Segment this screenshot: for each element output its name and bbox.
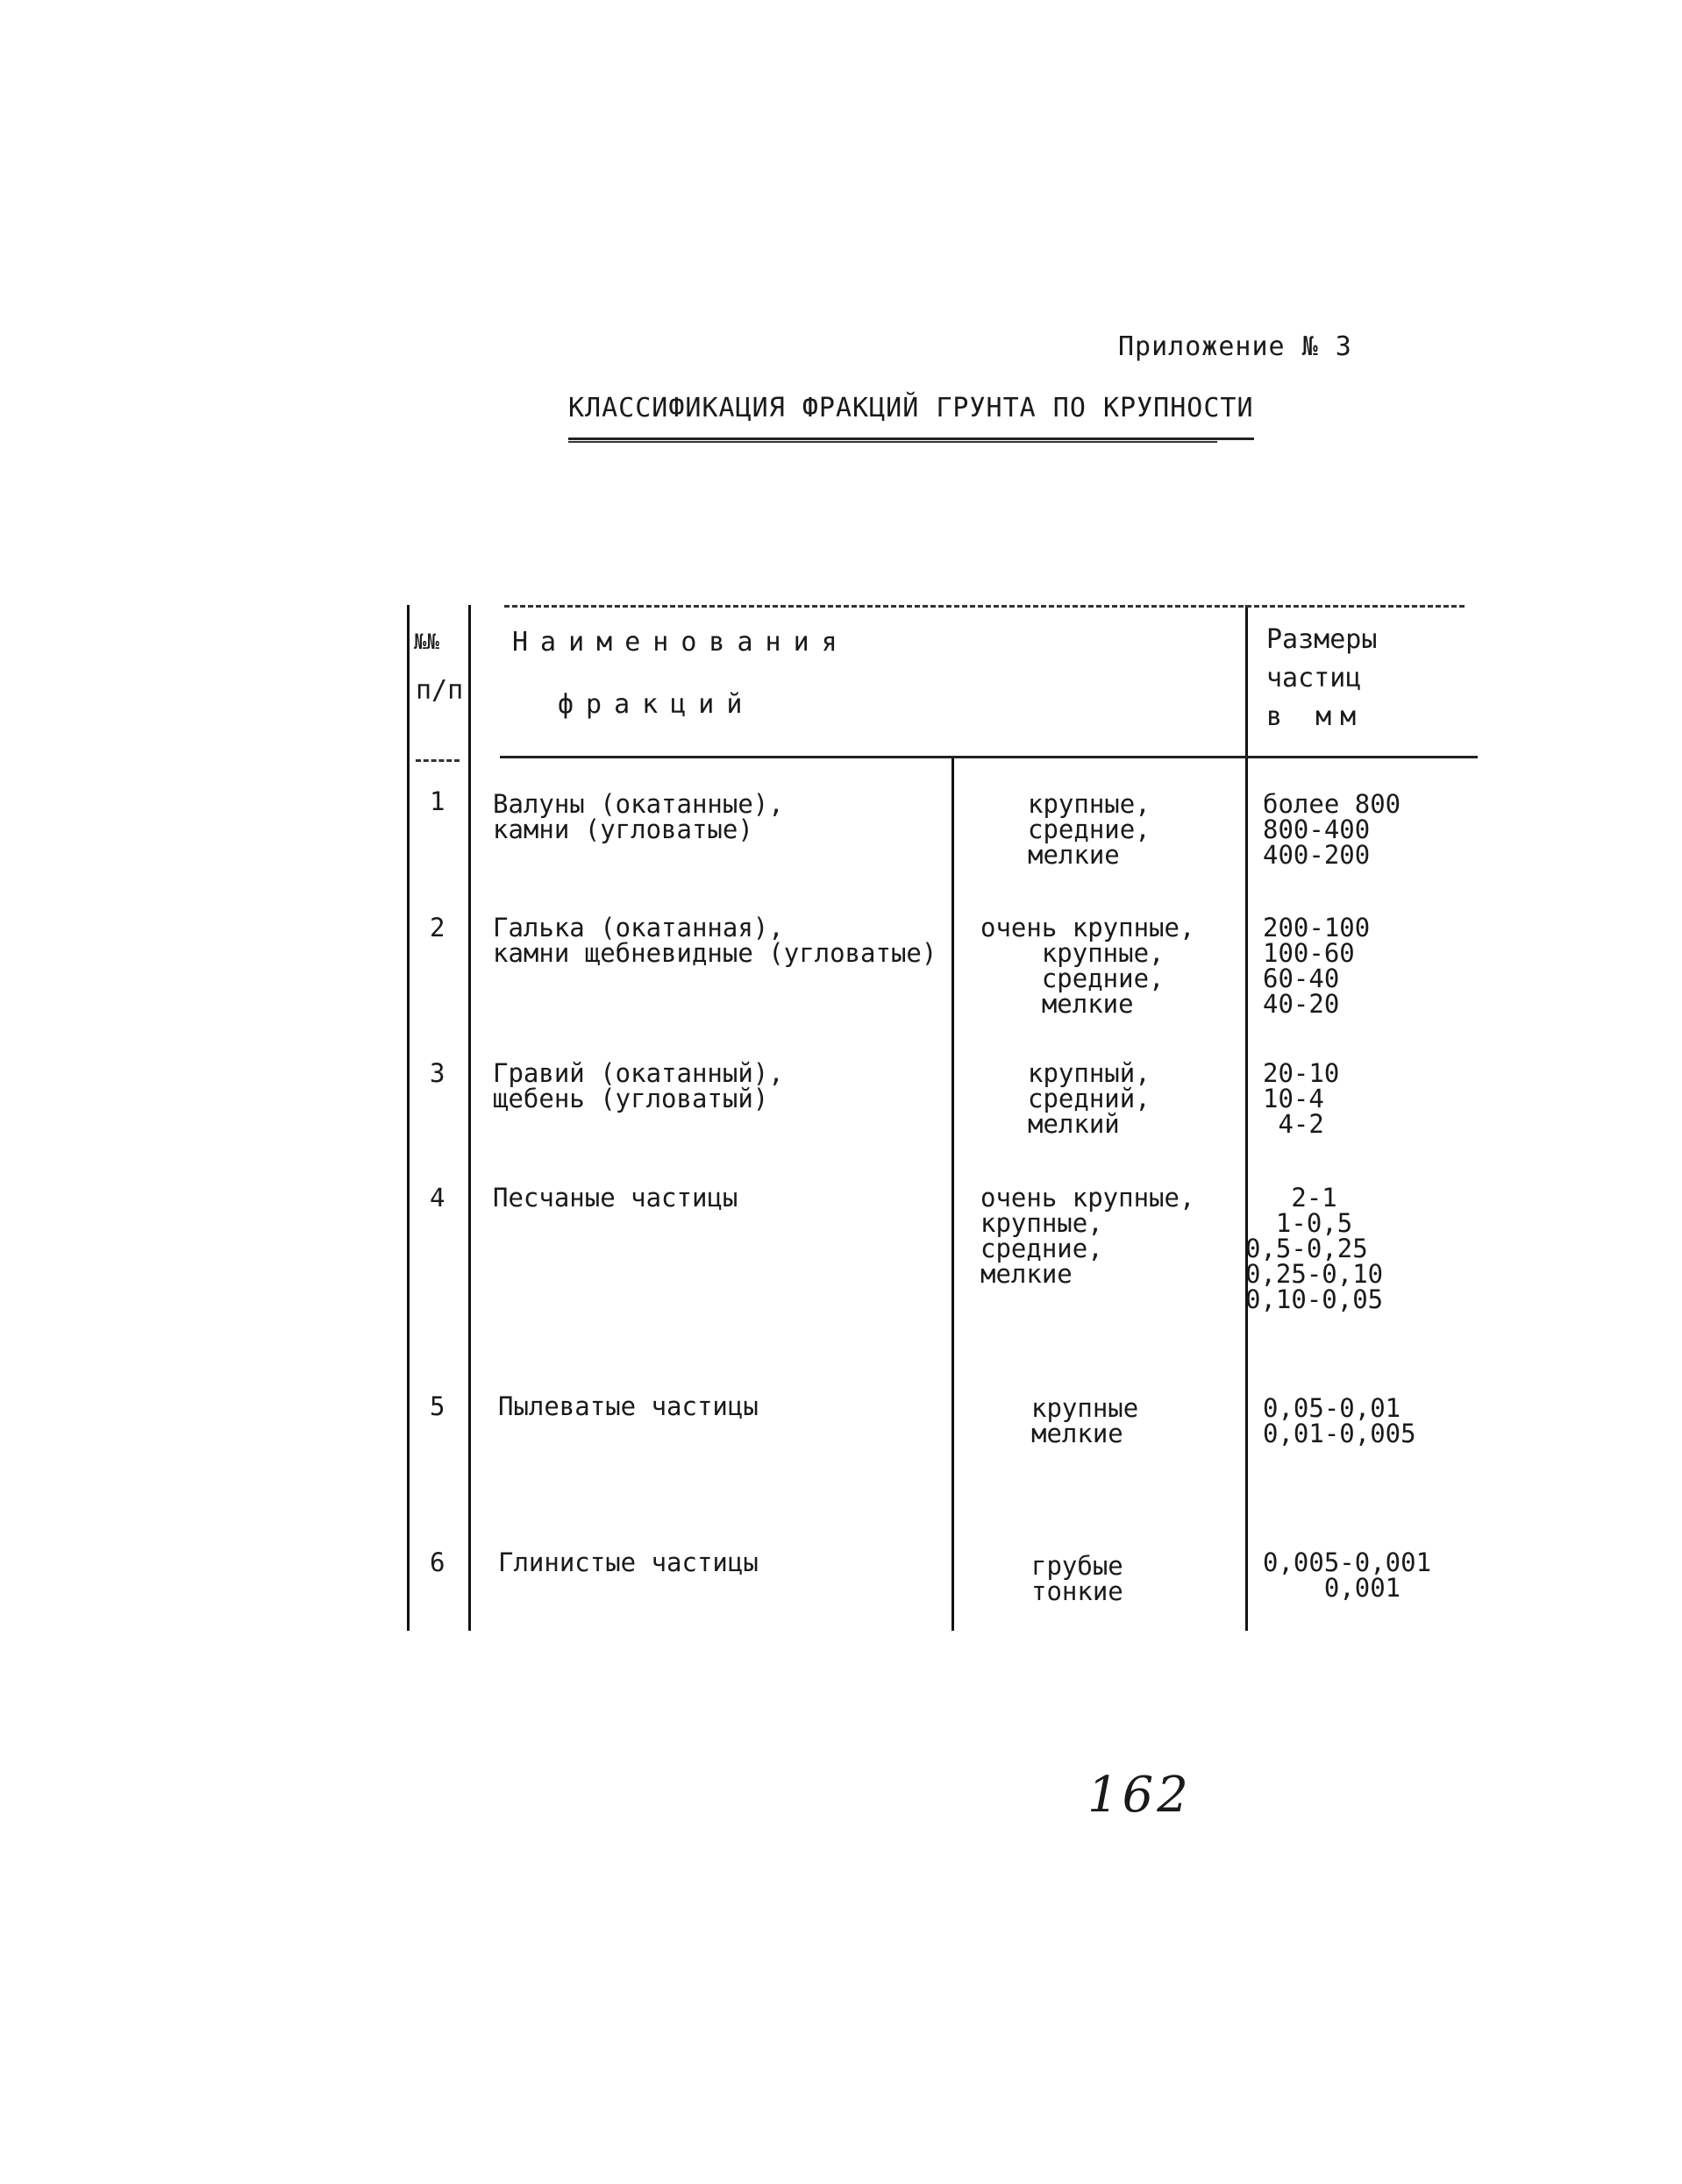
- table-grade-divider: [951, 756, 954, 1631]
- column-header-num-line1: №№: [414, 630, 439, 654]
- row-number: 4: [430, 1183, 445, 1213]
- fraction-name: Валуны (окатанные), камни (угловатые): [493, 789, 784, 844]
- fraction-name: Галька (окатанная), камни щебневидные (угловатые): [493, 913, 937, 968]
- particle-sizes: 0,05-0,01 0,01-0,005: [1263, 1393, 1416, 1448]
- column-header-num-line2: п/п: [416, 675, 464, 706]
- row-number: 5: [430, 1391, 445, 1421]
- column-header-size-line2: частиц: [1266, 663, 1362, 694]
- row-number: 6: [430, 1547, 445, 1577]
- fraction-name: Глинистые частицы: [498, 1547, 759, 1577]
- fraction-grades: крупные, средние, мелкие: [1028, 789, 1151, 870]
- title-underline: [568, 441, 1217, 443]
- fraction-name: Пылеватые частицы: [498, 1391, 759, 1421]
- table-num-divider: [468, 605, 471, 1631]
- particle-sizes: 200-100 100-60 60-40 40-20: [1263, 913, 1371, 1019]
- fraction-grades: крупный, средний, мелкий: [1028, 1058, 1151, 1139]
- appendix-label: Приложение № 3: [1118, 331, 1352, 362]
- table-top-border: [504, 605, 1465, 608]
- row-number: 3: [430, 1058, 445, 1088]
- table-size-divider: [1245, 605, 1248, 1631]
- column-header-name-line2: фракций: [558, 689, 755, 720]
- document-title: КЛАССИФИКАЦИЯ ФРАКЦИЙ ГРУНТА ПО КРУПНОСТИ: [568, 393, 1254, 440]
- particle-sizes: 20-10 10-4 4-2: [1263, 1058, 1340, 1139]
- particle-sizes: 0,005-0,001 0,001: [1263, 1547, 1432, 1603]
- header-bottom-border: [500, 756, 1478, 758]
- column-header-size-line1: Размеры: [1266, 624, 1378, 655]
- num-header-bottom-border: [416, 759, 460, 762]
- fraction-name: Гравий (окатанный), щебень (угловатый): [493, 1058, 784, 1113]
- handwritten-page-number: 162: [1087, 1767, 1192, 1824]
- particle-sizes: более 800 800-400 400-200: [1263, 789, 1401, 870]
- particle-sizes: 2-1 1-0,5 0,5-0,25 0,25-0,10 0,10-0,05: [1245, 1183, 1384, 1314]
- fraction-grades: очень крупные, крупные, средние, мелкие: [980, 913, 1195, 1019]
- row-number: 2: [430, 913, 445, 943]
- table-left-border: [407, 605, 410, 1631]
- fraction-grades: очень крупные, крупные, средние, мелкие: [980, 1183, 1195, 1289]
- fraction-grades: грубые тонкие: [1031, 1551, 1123, 1606]
- row-number: 1: [430, 786, 445, 816]
- column-header-size-line3: в мм: [1266, 701, 1365, 732]
- fraction-name: Песчаные частицы: [493, 1183, 738, 1213]
- fraction-grades: крупные мелкие: [1031, 1393, 1139, 1448]
- column-header-name-line1: Наименования: [512, 627, 850, 658]
